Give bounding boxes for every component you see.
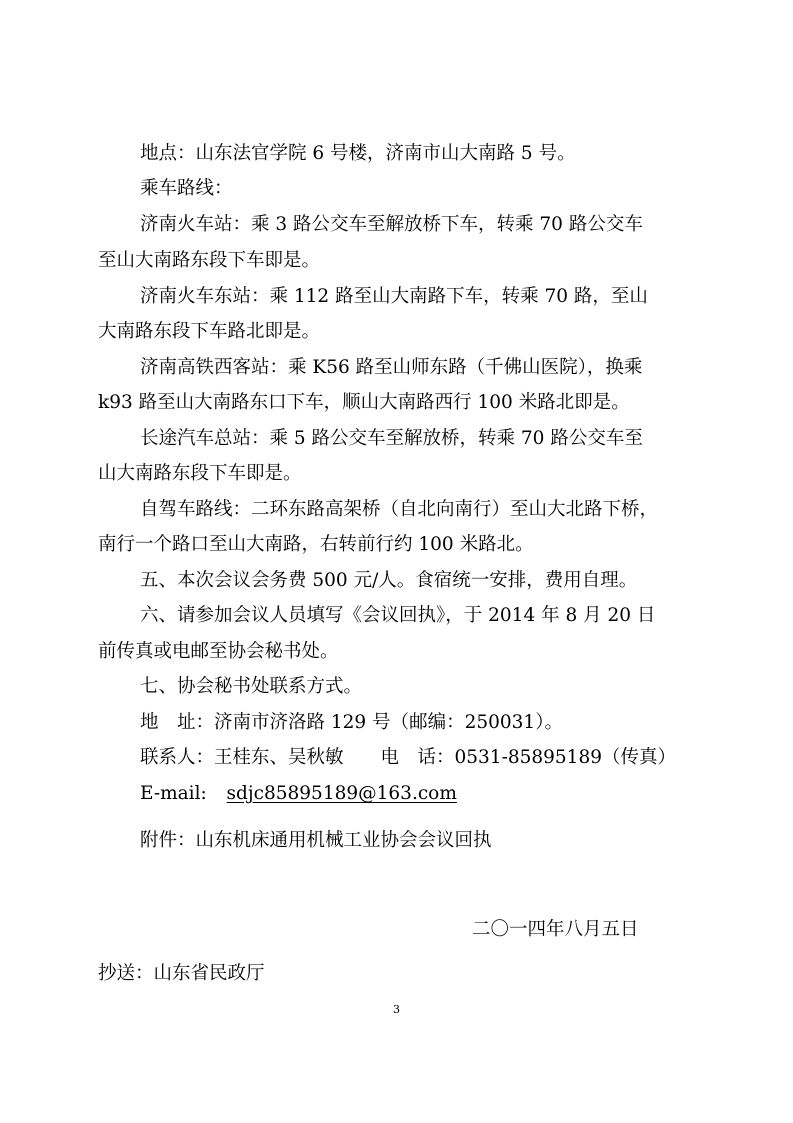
route-train-station-line-1: 济南火车站：乘 3 路公交车至解放桥下车，转乘 70 路公交车	[140, 214, 643, 235]
email-label: E-mail:	[140, 783, 207, 804]
page-number: 3	[393, 1003, 400, 1016]
document-date: 二〇一四年八月五日	[472, 919, 639, 940]
route-west-station-line-1: 济南高铁西客站：乘 K56 路至山师东路（千佛山医院），换乘	[140, 357, 643, 378]
contact-line: 联系人：王桂东、吴秋敏 电 话：0531-85895189（传真）	[140, 747, 676, 768]
route-bus-station-line-2: 山大南路东段下车即是。	[98, 463, 302, 484]
location-line: 地点：山东法官学院 6 号楼，济南市山大南路 5 号。	[140, 143, 576, 164]
route-heading: 乘车路线：	[140, 178, 233, 199]
item-five-fee: 五、本次会议会务费 500 元/人。食宿统一安排，费用自理。	[140, 570, 638, 591]
email-line	[140, 782, 457, 806]
item-six-line-2: 前传真或电邮至协会秘书处。	[98, 641, 339, 662]
address-line: 地 址：济南市济洛路 129 号（邮编：250031）。	[140, 712, 563, 733]
route-bus-station-line-1: 长途汽车总站：乘 5 路公交车至解放桥，转乘 70 路公交车至	[140, 428, 643, 449]
route-drive-line-1: 自驾车路线：二环东路高架桥（自北向南行）至山大北路下桥，	[140, 499, 659, 520]
item-six-line-1: 六、请参加会议人员填写《会议回执》，于 2014 年 8 月 20 日	[140, 605, 656, 626]
route-east-station-line-1: 济南火车东站：乘 112 路至山大南路下车，转乘 70 路，至山	[140, 286, 648, 307]
route-drive-line-2: 南行一个路口至山大南路，右转前行约 100 米路北。	[98, 534, 534, 555]
email-link[interactable]: sdjc85895189@163.com	[226, 783, 457, 804]
cc-line: 抄送：山东省民政厅	[98, 963, 265, 984]
route-train-station-line-2: 至山大南路东段下车即是。	[98, 250, 321, 271]
route-east-station-line-2: 大南路东段下车路北即是。	[98, 321, 321, 342]
attachment-line: 附件：山东机床通用机械工业协会会议回执	[140, 830, 492, 851]
item-seven-contact-heading: 七、协会秘书处联系方式。	[140, 676, 363, 697]
route-west-station-line-2: k93 路至山大南路东口下车，顺山大南路西行 100 米路北即是。	[98, 392, 630, 413]
